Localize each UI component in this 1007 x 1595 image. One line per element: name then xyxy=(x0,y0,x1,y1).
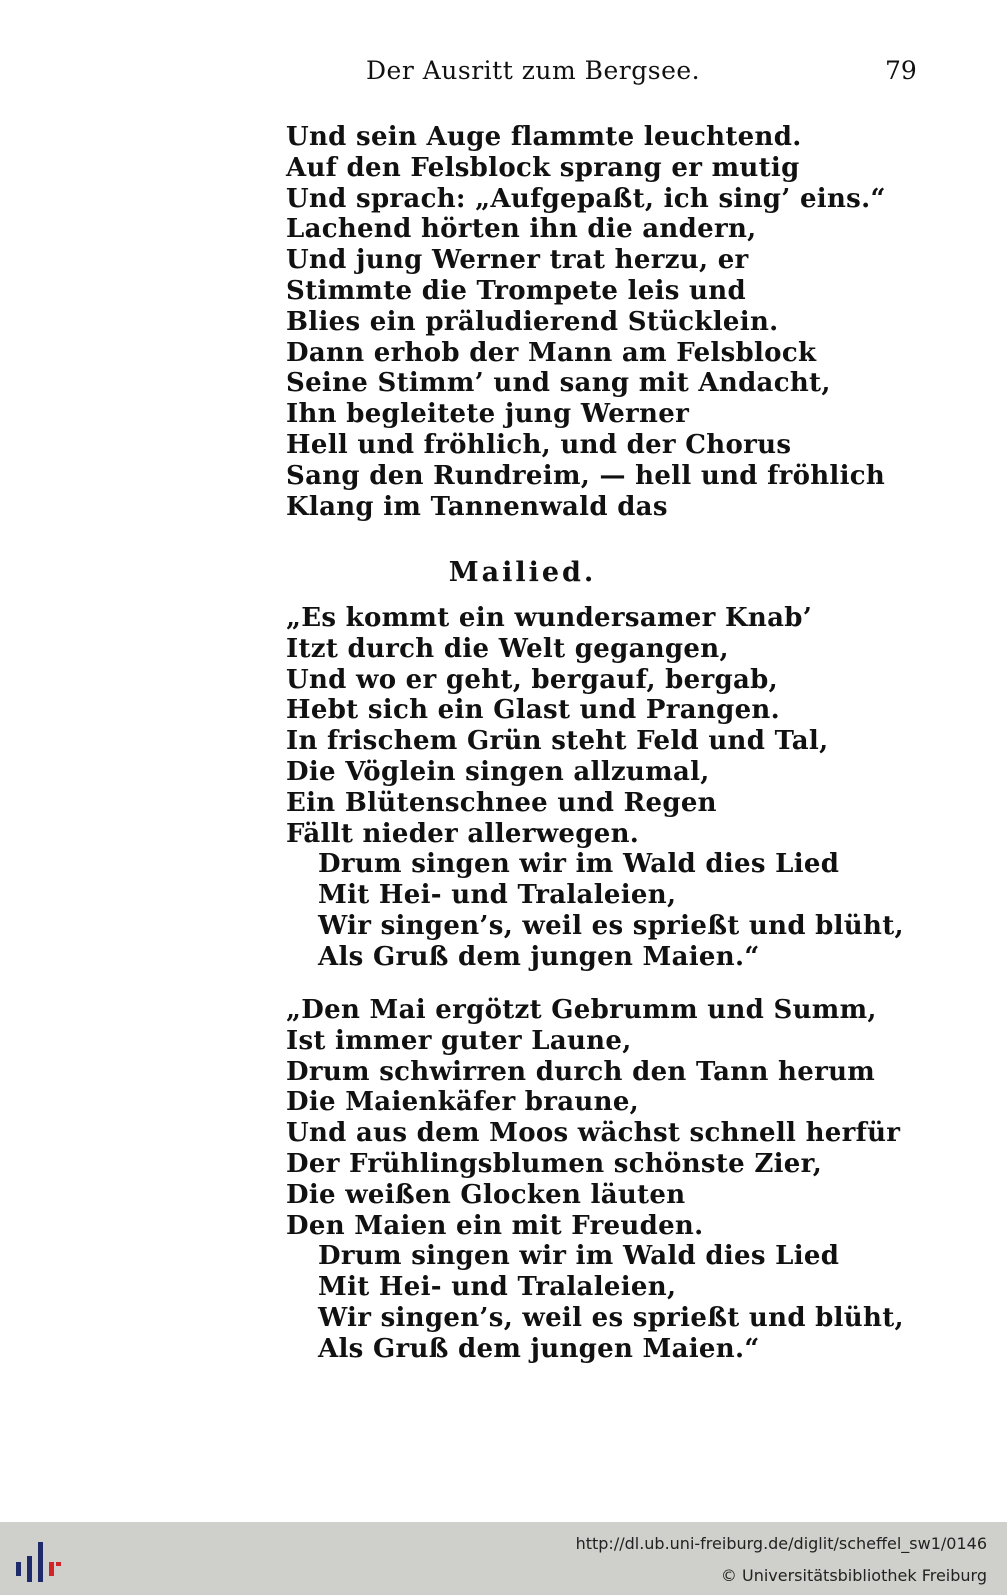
verse-line: Seine Stimm’ und sang mit Andacht, xyxy=(286,368,831,399)
library-logo-icon xyxy=(12,1536,64,1586)
verse-line: Blies ein präludierend Stücklein. xyxy=(286,306,779,337)
verse-line: Ist immer guter Laune, xyxy=(286,1025,632,1056)
verse-line: Ihn begleitete jung Werner xyxy=(286,399,690,430)
refrain-line: Mit Hei- und Tralaleien, xyxy=(318,1272,677,1303)
refrain-line: Als Gruß dem jungen Maien.“ xyxy=(318,1333,760,1364)
viewer-footer xyxy=(0,1522,1007,1595)
source-url-link[interactable]: http://dl.ub.uni-freiburg.de/diglit/scheffel_sw1/0146 xyxy=(575,1534,987,1553)
refrain-line: Wir singen’s, weil es sprießt und blüht, xyxy=(318,1302,904,1333)
verse-line: Der Frühlingsblumen schönste Zier, xyxy=(286,1148,823,1179)
running-title: Der Ausritt zum Bergsee. xyxy=(366,56,701,85)
verse-line: Hell und fröhlich, und der Chorus xyxy=(286,429,792,460)
verse-line: Ein Blütenschnee und Regen xyxy=(286,787,717,818)
refrain-line: Mit Hei- und Tralaleien, xyxy=(318,880,677,911)
verse-line: Fällt nieder allerwegen. xyxy=(286,818,640,849)
page-header xyxy=(0,56,1007,96)
verse-line: „Den Mai ergötzt Gebrumm und Summ, xyxy=(286,995,877,1025)
verse-line: Klang im Tannenwald das xyxy=(286,491,668,522)
refrain-line: Als Gruß dem jungen Maien.“ xyxy=(318,941,760,972)
verse-line: Drum schwirren durch den Tann herum xyxy=(286,1056,876,1087)
verse-line: „Es kommt ein wundersamer Knab’ xyxy=(286,603,813,633)
verse-line: Und sein Auge flammte leuchtend. xyxy=(286,122,802,152)
verse-line: Und aus dem Moos wächst schnell herfür xyxy=(286,1118,901,1149)
intro-verse xyxy=(286,122,886,522)
verse-line: Die weißen Glocken läuten xyxy=(286,1179,686,1210)
verse-line: In frischem Grün steht Feld und Tal, xyxy=(286,726,829,757)
verse-line: Und sprach: „Aufgepaßt, ich sing’ eins.“ xyxy=(286,183,886,214)
verse-line: Itzt durch die Welt gegangen, xyxy=(286,633,729,664)
verse-line: Auf den Felsblock sprang er mutig xyxy=(286,152,800,183)
copyright-notice: © Universitätsbibliothek Freiburg xyxy=(720,1566,987,1585)
verse-line: Und wo er geht, bergauf, bergab, xyxy=(286,664,778,695)
verse-line: Dann erhob der Mann am Felsblock xyxy=(286,337,817,368)
refrain-line: Drum singen wir im Wald dies Lied xyxy=(318,1241,840,1272)
verse-line: Sang den Rundreim, — hell und fröhlich xyxy=(286,460,886,491)
verse-line: Die Vöglein singen allzumal, xyxy=(286,756,710,787)
refrain-line: Drum singen wir im Wald dies Lied xyxy=(318,849,840,880)
poem-title: Mailied. xyxy=(448,557,597,588)
verse-line: Lachend hörten ihn die andern, xyxy=(286,214,757,245)
verse-line: Die Maienkäfer braune, xyxy=(286,1087,640,1118)
stanza-2 xyxy=(286,995,904,1365)
verse-line: Den Maien ein mit Freuden. xyxy=(286,1210,704,1241)
page-number: 79 xyxy=(885,56,917,85)
verse-line: Stimmte die Trompete leis und xyxy=(286,275,746,306)
verse-line: Hebt sich ein Glast und Prangen. xyxy=(286,695,780,726)
stanza-1 xyxy=(286,603,904,973)
refrain-line: Wir singen’s, weil es sprießt und blüht, xyxy=(318,910,904,941)
verse-line: Und jung Werner trat herzu, er xyxy=(286,245,749,276)
